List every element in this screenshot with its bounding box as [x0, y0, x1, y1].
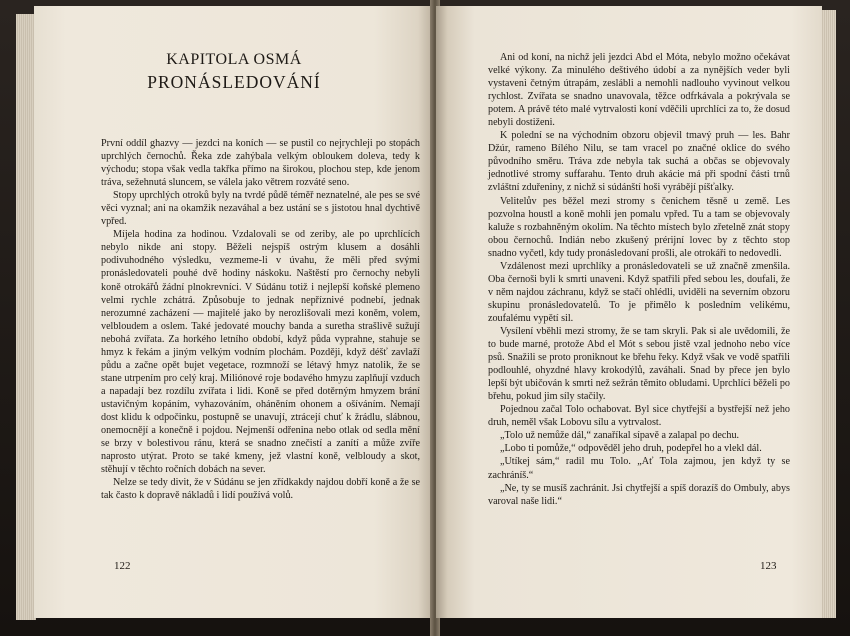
paragraph: Pojednou začal Tolo ochabovat. Byl sice chytřejší a bystřejší než jeho druh, neměl však Lobovu sílu a vytrvalost.: [488, 404, 790, 429]
right-page-edges: [820, 10, 836, 618]
dialogue-line: „Lobo ti pomůže,“ odpověděl jeho druh, podepřel ho a vlekl dál.: [500, 443, 762, 455]
left-page: [34, 6, 434, 618]
paragraph: První oddíl ghazvy — jezdci na koních — se pustil co nejrychleji po stopách uprchlých černochů. Řeka zde zahýbala velkým obloukem doleva, tedy k východu; stopa však vedla takřka přímo na širokou, plochou step, kde jenom tráva, sežehnutá sluncem, se válela jako větrem rozváté seno.: [101, 138, 420, 189]
paragraph: Vzdálenost mezi uprchlíky a pronásledovateli se už značně zmenšila. Oba černoši byli k smrti unaveni. Když spatřili před sebou les, doufali, že v něm najdou záchranu, když se stačí ohlédli, uviděli na severním obzoru skupinu pronásledovatelů. To je přimělo k posledním velikému, zoufalému vypětí sil.: [488, 260, 790, 324]
chapter-title: PRONÁSLEDOVÁNÍ: [147, 72, 321, 92]
paragraph: Nelze se tedy divit, že v Súdánu se jen zřídkakdy najdou dobří koně a že se tak často k dopravě nákladů i lidí používá volů.: [101, 477, 420, 502]
page-number-left: 122: [114, 560, 131, 572]
paragraph: Stopy uprchlých otroků byly na tvrdé půdě téměř neznatelné, ale pes se své věci vyznal; ani na okamžik nezaváhal a bez ustání se s jistotou hnal dychtivě vpřed.: [101, 190, 420, 228]
dialogue-line: „Ne, ty se musíš zachránit. Jsi chytřejší a spíš dorazíš do Ombuly, abys varoval naše lidi.“: [488, 482, 790, 507]
paragraph: Míjela hodina za hodinou. Vzdalovali se od zeriby, ale po uprchlících nebylo nikde ani stopy. Běželi nejspíš ostrým klusem a dosáhli podivuhodného výsledku, vezmeme-li v úvahu, že měli před svými pronásledovateli pouhé dvě hodiny náskoku. Naštěstí pro černochy nebyli koně otrokářů žádní plnokrevníci. V Súdánu totiž i nejlepší koňské plemeno velmi rychle zchátrá. Způsobuje to jednak nepříznivé podnebí, jednak nerozumné zacházení — majitelé jako by nerozlišovali mezi koněm, volem, velbloudem a oslem. Také jedovaté mouchy banda a suretha strašlivě sužují nebohá zvířata. Za horkého letního období, když půda vyprahne, stahuje se hmyz k řekám a jiným velkým vodním plochám. Později, když déšť zavlaží půdu a začne opět bujet vegetace, rozmnoží se létavý hmyz natolik, že se stane utrpením pro celý kraj. Miliónové roje bodavého hmyzu zaplňují vzduch a napadají bez rozdílu zvířata i lidi. Koně se před dotěrným hmyzem brání ustavičným kopáním, vyhazováním, oháněním ohonem a ošíváním. Nemají dost klidu k odpočinku, postupně se unavují, ztrácejí chuť k žrádlu, slábnou, onemocnějí a konečně i pojdou. Nejmenší odřenina nebo otlak od sedla mění se brzy v bolestivou ránu, která se snadno znečistí a zanítí a může zvíře naprosto utýrat. Proto se také kmeny, jež vlastní koně, velbloudy a skot, stěhují v těchto ročních dobách na sever.: [101, 229, 420, 476]
left-page-text: [101, 137, 420, 502]
paragraph: K polední se na východním obzoru objevil tmavý pruh — les. Bahr Džúr, rameno Bílého Nilu, se tam vracel po značné oklice do svého původního směru. Tráva zde nebyla tak suchá a občas se objevovaly jednotlivé stromy suffarahu. Tento druh akácie má při spodní části trnů zvláštní zduřeniny, z nichž si súdánští hoši vyrábějí píšťalky.: [488, 130, 790, 194]
page-number-right: 123: [760, 560, 777, 572]
dialogue-line: „Utíkej sám,“ radil mu Tolo. „Ať Tola zajmou, jen když ty se zachráníš.“: [488, 456, 790, 481]
right-page-text: [488, 51, 790, 508]
left-page-edges: [16, 14, 36, 620]
paragraph: Ani od koní, na nichž jeli jezdci Abd el Móta, nebylo možno očekávat velké výkony. Za minulého deštivého údobí a za nynějších veder byli vystaveni četným útrapám, zeslábli a nemohli nadlouho vyvinout velkou rychlost. Zvířata se snadno unavovala, těžce odfrkávala a pokrývala se potem. A právě této malé vytrvalosti koní vděčili uprchlíci za to, že dosud nebyli dostiženi.: [488, 52, 790, 129]
paragraph: Vysílení vběhli mezi stromy, že se tam skryli. Pak si ale uvědomili, že to bude marné, protože Abd el Mót s sebou jistě vzal jednoho nebo více psů. Snažili se proto proniknout ke břehu řeky. Když však ve vodě spatřili podlouhlé, ohyzdné hlavy krokodýlů, zaváhali. Snad by přece jen bylo lepší být ubičován k smrti než sežrán těmito obludami. Uprchlíci běželi po břehu, pokud jim síly stačily.: [488, 325, 790, 403]
chapter-number: KAPITOLA OSMÁ: [166, 51, 302, 68]
right-page: [436, 6, 822, 618]
dialogue-line: „Tolo už nemůže dál,“ zanaříkal sípavě a zalapal po dechu.: [500, 430, 740, 442]
paragraph: Velitelův pes běžel mezi stromy s čenichem těsně u země. Les pozvolna houstl a koně mohli jen pomalu vpřed. Tu a tam se objevovaly kaluže s rozbahněným okolím. Na těchto místech bylo zřetelně znát stopy obou černochů. Indián nebo zkušený prérijní lovec by z těchto stop snadno vyčetl, kdy tudy pronásledovaní prošli, ale otrokáři to nedovedli.: [488, 195, 790, 259]
